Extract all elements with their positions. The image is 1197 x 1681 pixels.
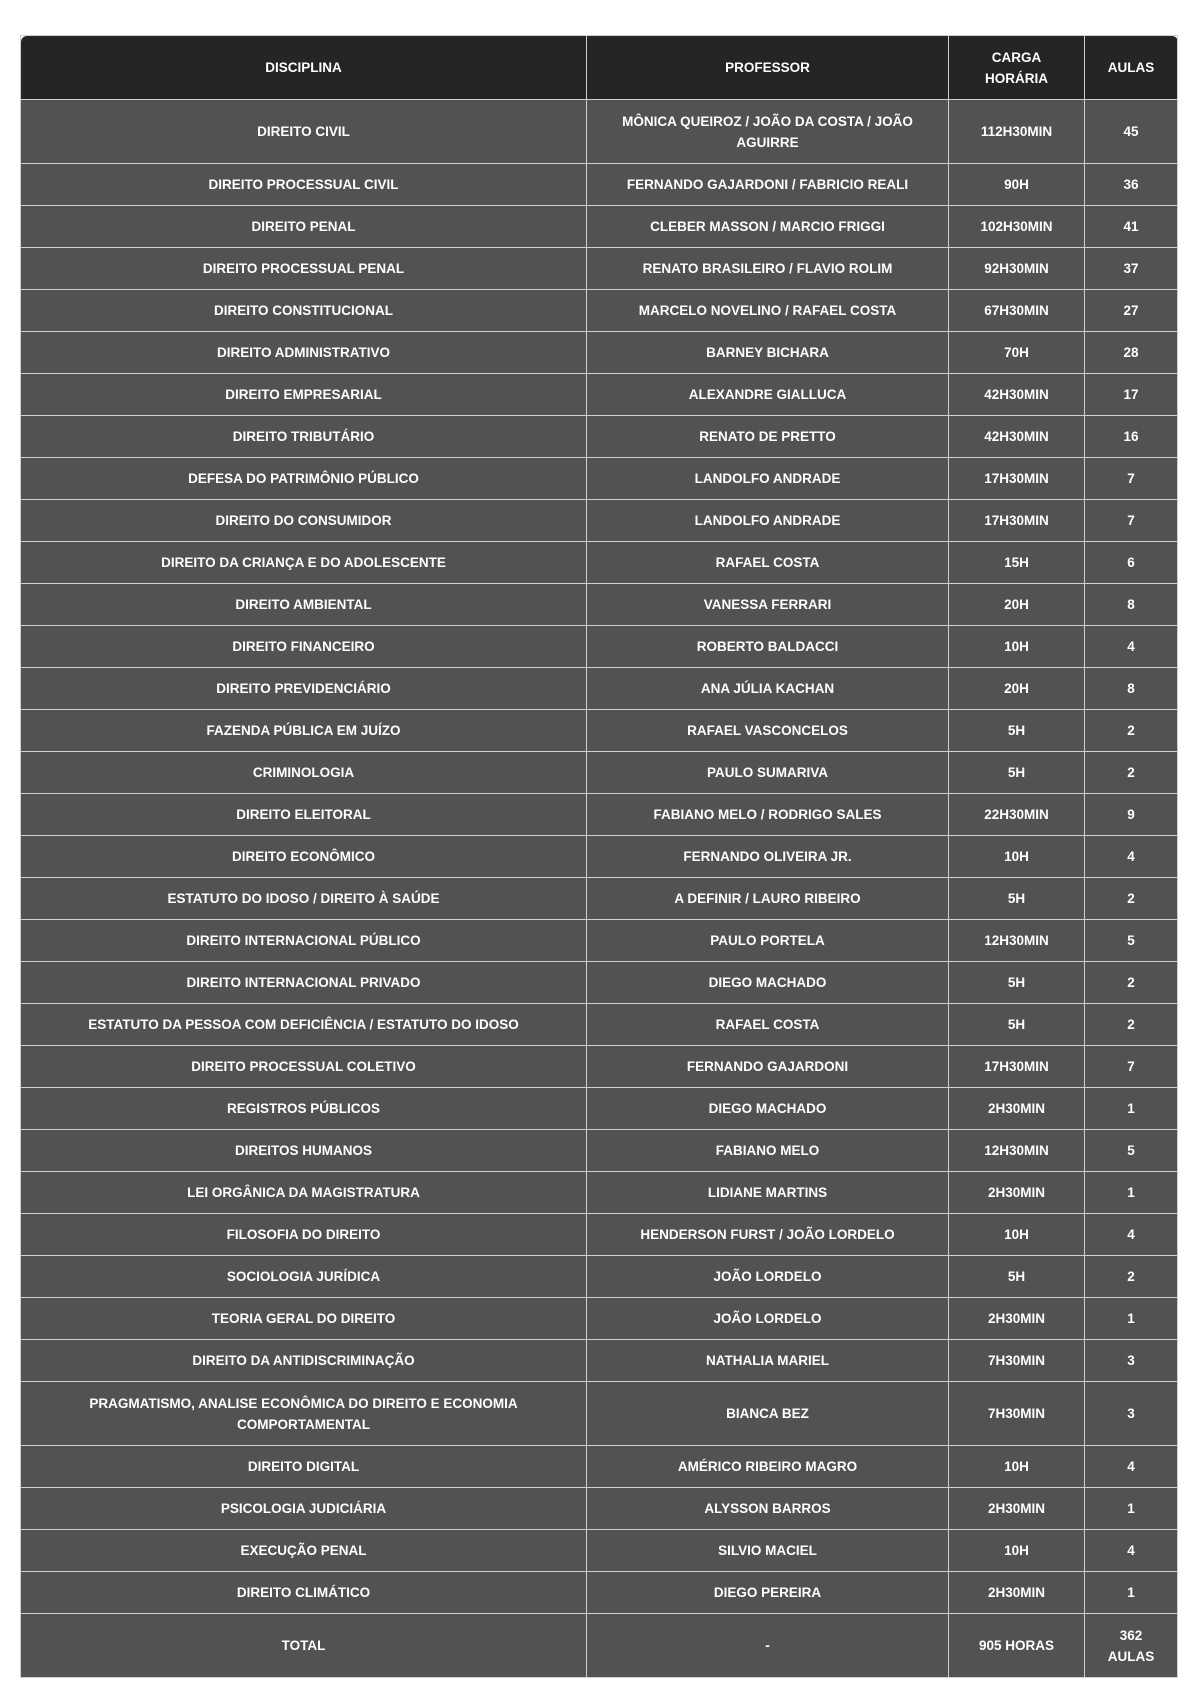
table-row (21, 416, 1178, 458)
table-row (21, 584, 1178, 626)
carga-horaria-cell: 12H30MIN (949, 1130, 1085, 1172)
disciplina-cell: DIREITO PROCESSUAL CIVIL (21, 164, 587, 206)
professor-cell: RENATO DE PRETTO (587, 416, 949, 458)
carga-horaria-cell: 67H30MIN (949, 290, 1085, 332)
professor-cell: PAULO SUMARIVA (587, 752, 949, 794)
carga-horaria-cell: 92H30MIN (949, 248, 1085, 290)
table-row (21, 1446, 1178, 1488)
table-row (21, 752, 1178, 794)
disciplina-cell: DIREITO PREVIDENCIÁRIO (21, 668, 587, 710)
disciplina-cell: DEFESA DO PATRIMÔNIO PÚBLICO (21, 458, 587, 500)
table-row (21, 374, 1178, 416)
disciplina-cell: FAZENDA PÚBLICA EM JUÍZO (21, 710, 587, 752)
professor-cell: HENDERSON FURST / JOÃO LORDELO (587, 1214, 949, 1256)
table-row (21, 1256, 1178, 1298)
professor-cell: ALEXANDRE GIALLUCA (587, 374, 949, 416)
disciplina-cell: LEI ORGÂNICA DA MAGISTRATURA (21, 1172, 587, 1214)
table-row (21, 1214, 1178, 1256)
carga-horaria-cell: 70H (949, 332, 1085, 374)
professor-cell: FERNANDO GAJARDONI / FABRICIO REALI (587, 164, 949, 206)
disciplina-cell: DIREITO INTERNACIONAL PÚBLICO (21, 920, 587, 962)
table-row (21, 1130, 1178, 1172)
disciplina-cell: TOTAL (21, 1614, 587, 1678)
aulas-cell: 2 (1085, 1004, 1178, 1046)
disciplina-cell: DIREITO EMPRESARIAL (21, 374, 587, 416)
disciplina-cell: DIREITO PENAL (21, 206, 587, 248)
aulas-cell: 4 (1085, 1530, 1178, 1572)
disciplina-cell: DIREITO CLIMÁTICO (21, 1572, 587, 1614)
disciplina-cell: DIREITO ELEITORAL (21, 794, 587, 836)
carga-horaria-cell: 2H30MIN (949, 1088, 1085, 1130)
aulas-cell: 2 (1085, 878, 1178, 920)
professor-cell: LANDOLFO ANDRADE (587, 458, 949, 500)
table-row (21, 332, 1178, 374)
aulas-cell: 4 (1085, 836, 1178, 878)
table-row (21, 164, 1178, 206)
carga-horaria-cell: 42H30MIN (949, 416, 1085, 458)
aulas-cell: 7 (1085, 500, 1178, 542)
professor-cell: BARNEY BICHARA (587, 332, 949, 374)
table-row (21, 1340, 1178, 1382)
professor-cell: RENATO BRASILEIRO / FLAVIO ROLIM (587, 248, 949, 290)
disciplina-cell: DIREITO ADMINISTRATIVO (21, 332, 587, 374)
table-row (21, 206, 1178, 248)
aulas-cell: 6 (1085, 542, 1178, 584)
aulas-cell: 4 (1085, 1446, 1178, 1488)
disciplina-cell: DIREITO DA CRIANÇA E DO ADOLESCENTE (21, 542, 587, 584)
table-row (21, 1382, 1178, 1446)
table-row (21, 1088, 1178, 1130)
carga-horaria-cell: 5H (949, 752, 1085, 794)
professor-cell: DIEGO PEREIRA (587, 1572, 949, 1614)
aulas-cell: 2 (1085, 962, 1178, 1004)
table-row (21, 1488, 1178, 1530)
total-row (21, 1614, 1178, 1678)
table-row (21, 878, 1178, 920)
table-row (21, 500, 1178, 542)
disciplina-cell: PRAGMATISMO, ANALISE ECONÔMICA DO DIREITO E ECONOMIA COMPORTAMENTAL (21, 1382, 587, 1446)
disciplina-cell: DIREITO PROCESSUAL PENAL (21, 248, 587, 290)
column-header-aulas: AULAS (1085, 36, 1178, 100)
carga-horaria-cell: 5H (949, 1256, 1085, 1298)
aulas-cell: 7 (1085, 458, 1178, 500)
disciplina-cell: ESTATUTO DA PESSOA COM DEFICIÊNCIA / ESTATUTO DO IDOSO (21, 1004, 587, 1046)
disciplina-cell: DIREITO FINANCEIRO (21, 626, 587, 668)
table-row (21, 962, 1178, 1004)
header-row (21, 36, 1178, 100)
carga-horaria-cell: 10H (949, 1530, 1085, 1572)
aulas-cell: 8 (1085, 584, 1178, 626)
disciplina-cell: REGISTROS PÚBLICOS (21, 1088, 587, 1130)
aulas-cell: 1 (1085, 1298, 1178, 1340)
carga-horaria-cell: 10H (949, 1446, 1085, 1488)
disciplina-cell: SOCIOLOGIA JURÍDICA (21, 1256, 587, 1298)
carga-horaria-cell: 102H30MIN (949, 206, 1085, 248)
professor-cell: JOÃO LORDELO (587, 1256, 949, 1298)
professor-cell: SILVIO MACIEL (587, 1530, 949, 1572)
professor-cell: CLEBER MASSON / MARCIO FRIGGI (587, 206, 949, 248)
carga-horaria-cell: 905 HORAS (949, 1614, 1085, 1678)
professor-cell: BIANCA BEZ (587, 1382, 949, 1446)
disciplina-cell: DIREITO DA ANTIDISCRIMINAÇÃO (21, 1340, 587, 1382)
carga-horaria-cell: 5H (949, 1004, 1085, 1046)
professor-cell: LIDIANE MARTINS (587, 1172, 949, 1214)
carga-horaria-cell: 22H30MIN (949, 794, 1085, 836)
course-schedule-table (20, 35, 1178, 1678)
professor-cell: MARCELO NOVELINO / RAFAEL COSTA (587, 290, 949, 332)
table-row (21, 668, 1178, 710)
aulas-cell: 9 (1085, 794, 1178, 836)
aulas-cell: 1 (1085, 1488, 1178, 1530)
professor-cell: PAULO PORTELA (587, 920, 949, 962)
disciplina-cell: DIREITO ECONÔMICO (21, 836, 587, 878)
professor-cell: ROBERTO BALDACCI (587, 626, 949, 668)
disciplina-cell: DIREITO DIGITAL (21, 1446, 587, 1488)
professor-cell: FABIANO MELO (587, 1130, 949, 1172)
course-schedule-table-container (20, 35, 1177, 1678)
table-row (21, 1004, 1178, 1046)
table-row (21, 836, 1178, 878)
professor-cell: RAFAEL COSTA (587, 1004, 949, 1046)
disciplina-cell: DIREITO TRIBUTÁRIO (21, 416, 587, 458)
carga-horaria-cell: 17H30MIN (949, 458, 1085, 500)
professor-cell: NATHALIA MARIEL (587, 1340, 949, 1382)
aulas-cell: 36 (1085, 164, 1178, 206)
disciplina-cell: DIREITO AMBIENTAL (21, 584, 587, 626)
carga-horaria-cell: 7H30MIN (949, 1340, 1085, 1382)
aulas-cell: 27 (1085, 290, 1178, 332)
disciplina-cell: ESTATUTO DO IDOSO / DIREITO À SAÚDE (21, 878, 587, 920)
disciplina-cell: TEORIA GERAL DO DIREITO (21, 1298, 587, 1340)
aulas-cell: 2 (1085, 710, 1178, 752)
aulas-cell: 362 AULAS (1085, 1614, 1178, 1678)
carga-horaria-cell: 17H30MIN (949, 1046, 1085, 1088)
carga-horaria-cell: 5H (949, 878, 1085, 920)
aulas-cell: 4 (1085, 626, 1178, 668)
table-row (21, 248, 1178, 290)
table-row (21, 542, 1178, 584)
table-row (21, 920, 1178, 962)
carga-horaria-cell: 2H30MIN (949, 1488, 1085, 1530)
professor-cell: ANA JÚLIA KACHAN (587, 668, 949, 710)
column-header-professor: PROFESSOR (587, 36, 949, 100)
carga-horaria-cell: 2H30MIN (949, 1572, 1085, 1614)
carga-horaria-cell: 2H30MIN (949, 1172, 1085, 1214)
professor-cell: MÔNICA QUEIROZ / JOÃO DA COSTA / JOÃO AGUIRRE (587, 100, 949, 164)
professor-cell: DIEGO MACHADO (587, 1088, 949, 1130)
professor-cell: FERNANDO OLIVEIRA JR. (587, 836, 949, 878)
disciplina-cell: DIREITO CIVIL (21, 100, 587, 164)
carga-horaria-cell: 2H30MIN (949, 1298, 1085, 1340)
carga-horaria-cell: 112H30MIN (949, 100, 1085, 164)
aulas-cell: 3 (1085, 1340, 1178, 1382)
aulas-cell: 5 (1085, 1130, 1178, 1172)
carga-horaria-cell: 15H (949, 542, 1085, 584)
aulas-cell: 3 (1085, 1382, 1178, 1446)
disciplina-cell: DIREITO INTERNACIONAL PRIVADO (21, 962, 587, 1004)
table-row (21, 290, 1178, 332)
table-row (21, 1046, 1178, 1088)
column-header-disciplina: DISCIPLINA (21, 36, 587, 100)
table-row (21, 1530, 1178, 1572)
table-row (21, 1572, 1178, 1614)
aulas-cell: 17 (1085, 374, 1178, 416)
table-row (21, 626, 1178, 668)
professor-cell: RAFAEL COSTA (587, 542, 949, 584)
professor-cell: RAFAEL VASCONCELOS (587, 710, 949, 752)
professor-cell: A DEFINIR / LAURO RIBEIRO (587, 878, 949, 920)
disciplina-cell: DIREITO PROCESSUAL COLETIVO (21, 1046, 587, 1088)
aulas-cell: 4 (1085, 1214, 1178, 1256)
column-header-carga-horaria: CARGA HORÁRIA (949, 36, 1085, 100)
aulas-cell: 2 (1085, 1256, 1178, 1298)
disciplina-cell: DIREITO CONSTITUCIONAL (21, 290, 587, 332)
carga-horaria-cell: 7H30MIN (949, 1382, 1085, 1446)
aulas-cell: 1 (1085, 1088, 1178, 1130)
aulas-cell: 8 (1085, 668, 1178, 710)
aulas-cell: 2 (1085, 752, 1178, 794)
aulas-cell: 45 (1085, 100, 1178, 164)
disciplina-cell: DIREITO DO CONSUMIDOR (21, 500, 587, 542)
disciplina-cell: CRIMINOLOGIA (21, 752, 587, 794)
aulas-cell: 28 (1085, 332, 1178, 374)
carga-horaria-cell: 90H (949, 164, 1085, 206)
professor-cell: FERNANDO GAJARDONI (587, 1046, 949, 1088)
professor-cell: LANDOLFO ANDRADE (587, 500, 949, 542)
professor-cell: FABIANO MELO / RODRIGO SALES (587, 794, 949, 836)
carga-horaria-cell: 17H30MIN (949, 500, 1085, 542)
table-row (21, 1298, 1178, 1340)
aulas-cell: 7 (1085, 1046, 1178, 1088)
aulas-cell: 5 (1085, 920, 1178, 962)
table-row (21, 458, 1178, 500)
table-row (21, 794, 1178, 836)
table-row (21, 710, 1178, 752)
aulas-cell: 1 (1085, 1172, 1178, 1214)
carga-horaria-cell: 5H (949, 962, 1085, 1004)
disciplina-cell: FILOSOFIA DO DIREITO (21, 1214, 587, 1256)
professor-cell: AMÉRICO RIBEIRO MAGRO (587, 1446, 949, 1488)
carga-horaria-cell: 10H (949, 836, 1085, 878)
aulas-cell: 1 (1085, 1572, 1178, 1614)
professor-cell: ALYSSON BARROS (587, 1488, 949, 1530)
professor-cell: JOÃO LORDELO (587, 1298, 949, 1340)
carga-horaria-cell: 10H (949, 1214, 1085, 1256)
professor-cell: - (587, 1614, 949, 1678)
carga-horaria-cell: 5H (949, 710, 1085, 752)
aulas-cell: 37 (1085, 248, 1178, 290)
aulas-cell: 41 (1085, 206, 1178, 248)
table-row (21, 1172, 1178, 1214)
carga-horaria-cell: 20H (949, 584, 1085, 626)
table-header (21, 36, 1178, 100)
carga-horaria-cell: 12H30MIN (949, 920, 1085, 962)
carga-horaria-cell: 42H30MIN (949, 374, 1085, 416)
table-row (21, 100, 1178, 164)
table-body (21, 100, 1178, 1678)
disciplina-cell: EXECUÇÃO PENAL (21, 1530, 587, 1572)
disciplina-cell: PSICOLOGIA JUDICIÁRIA (21, 1488, 587, 1530)
professor-cell: VANESSA FERRARI (587, 584, 949, 626)
carga-horaria-cell: 20H (949, 668, 1085, 710)
carga-horaria-cell: 10H (949, 626, 1085, 668)
professor-cell: DIEGO MACHADO (587, 962, 949, 1004)
disciplina-cell: DIREITOS HUMANOS (21, 1130, 587, 1172)
aulas-cell: 16 (1085, 416, 1178, 458)
